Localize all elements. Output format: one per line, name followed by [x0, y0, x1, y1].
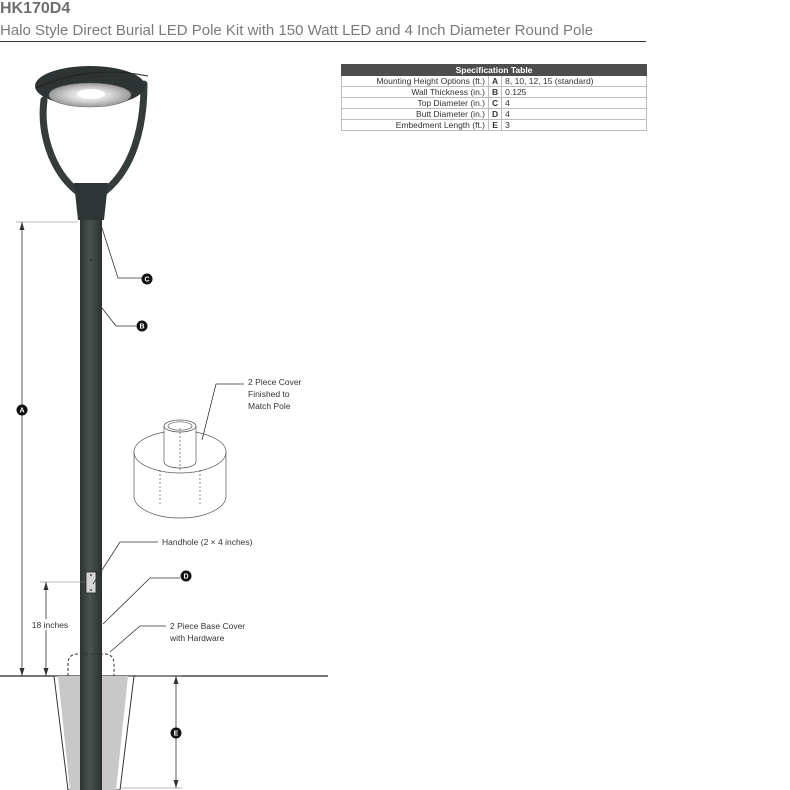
spec-value: 3	[502, 120, 647, 131]
spec-label: Wall Thickness (in.)	[342, 87, 489, 98]
halo-luminaire	[35, 66, 148, 220]
marker-c-label: C	[144, 276, 150, 284]
spec-key: E	[489, 120, 502, 131]
product-title: Halo Style Direct Burial LED Pole Kit with 150 Watt LED and 4 Inch Diameter Round Pole	[0, 22, 594, 39]
handhole-height-label: 18 inches	[31, 620, 69, 630]
callout-c-leader	[102, 228, 142, 278]
spec-value: 8, 10, 12, 15 (standard)	[502, 76, 647, 87]
product-code: HK170D4	[0, 0, 71, 17]
base-cover-label: 2 Piece Base Cover with Hardware	[170, 621, 246, 643]
handhole-leader	[93, 542, 158, 584]
spec-label: Embedment Length (ft.)	[342, 120, 489, 131]
spec-label: Butt Diameter (in.)	[342, 109, 489, 120]
callout-d-leader	[103, 578, 180, 624]
marker-b-label: B	[139, 323, 145, 331]
spec-key: A	[489, 76, 502, 87]
spec-value: 4	[502, 109, 647, 120]
marker-a-label: A	[19, 407, 25, 415]
spec-key: D	[489, 109, 502, 120]
marker-e-label: E	[173, 730, 179, 738]
pole-shaft	[80, 210, 102, 790]
cover-label: 2 Piece Cover Finished to Match Pole	[248, 377, 302, 411]
spec-value: 4	[502, 98, 647, 109]
spec-key: B	[489, 87, 502, 98]
cover-detail	[134, 420, 226, 518]
spec-table-title: Specification Table	[342, 65, 647, 76]
cover-leader	[202, 384, 244, 440]
spec-label: Mounting Height Options (ft.)	[342, 76, 489, 87]
spec-key: C	[489, 98, 502, 109]
handhole-label: Handhole (2 × 4 inches)	[162, 537, 253, 547]
spec-label: Top Diameter (in.)	[342, 98, 489, 109]
marker-d-label: D	[183, 573, 189, 581]
spec-value: 0.125	[502, 87, 647, 98]
base-cover-leader	[110, 626, 166, 652]
callout-b-leader	[102, 308, 136, 326]
